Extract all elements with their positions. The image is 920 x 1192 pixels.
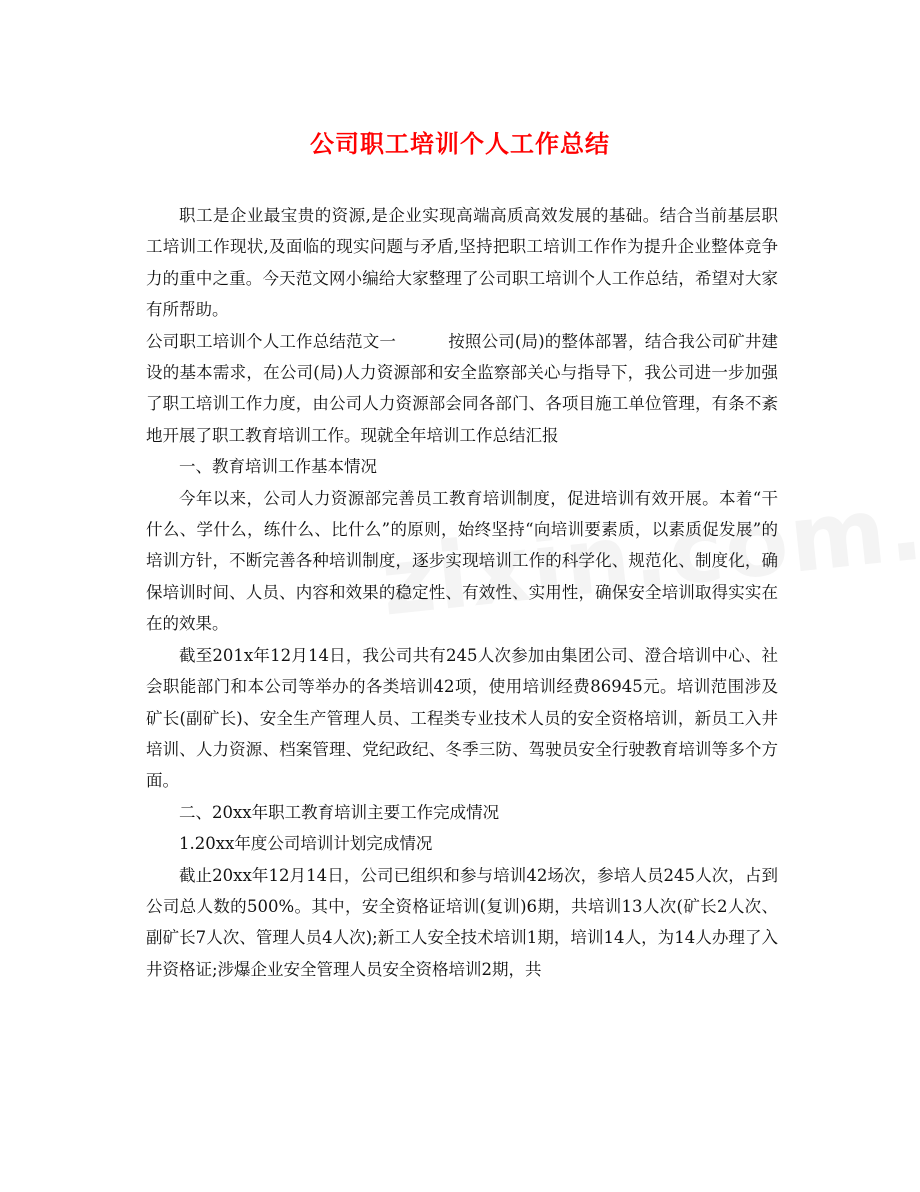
plan-completion-paragraph: 截止20xx年12月14日，公司已组织和参与培训42场次，参培人员245人次，占到公司总人数的500%。其中，安全资格证培训(复训)6期，共培训13人次(矿长2人次、副矿长7人次、管理人员4人次);新工人安全技术培训1期，培训14人，为14人办理了入井资格证;涉爆企业安全管理人员安全资格培训2期，共 xyxy=(146,865,778,979)
intro-paragraph: 职工是企业最宝贵的资源,是企业实现高端高质高效发展的基础。结合当前基层职工培训工作现状,及面临的现实问题与矛盾,坚持把职工培训工作作为提升企业整体竞争力的重中之重。今天范文网小编给大家整理了公司职工培训个人工作总结，希望对大家有所帮助。 xyxy=(146,206,778,320)
sample-text: 按照公司(局)的整体部署，结合我公司矿井建设的基本需求，在公司(局)人力资源部和安全监察部关心与指导下，我公司进一步加强了职工培训工作力度，由公司人力资源部会同各部门、各项目施工单位管理，有条不紊地开展了职工教育培训工作。现就全年培训工作总结汇报 xyxy=(146,331,779,445)
sample-paragraph xyxy=(146,326,778,452)
training-statistics-paragraph: 截至201x年12月14日，我公司共有245人次参加由集团公司、澄合培训中心、社会职能部门和本公司等举办的各类培训42项，使用培训经费86945元。培训范围涉及矿长(副矿长)、安全生产管理人员、工程类专业技术人员的安全资格培训，新员工入井培训、人力资源、档案管理、党纪政纪、冬季三防、驾驶员安全行驶教育培训等多个方面。 xyxy=(146,645,778,791)
document-title: 公司职工培训个人工作总结 xyxy=(310,129,610,158)
sample-heading: 公司职工培训个人工作总结范文一 xyxy=(146,331,397,351)
training-overview-paragraph: 今年以来，公司人力资源部完善员工教育培训制度，促进培训有效开展。本着“干什么、学什么，练什么、比什么”的原则，始终坚持“向培训要素质，以素质促发展”的培训方针，不断完善各种培训制度，逐步实现培训工作的科学化、规范化、制度化，确保培训时间、人员、内容和效果的稳定性、有效性、实用性，确保安全培训取得实实在在的效果。 xyxy=(146,488,778,634)
document-body xyxy=(146,200,778,985)
subsection-heading: 1.20xx年度公司培训计划完成情况 xyxy=(179,834,433,854)
section-heading-2: 二、20xx年职工教育培训主要工作完成情况 xyxy=(179,802,500,822)
section-heading-1: 一、教育培训工作基本情况 xyxy=(179,457,377,477)
